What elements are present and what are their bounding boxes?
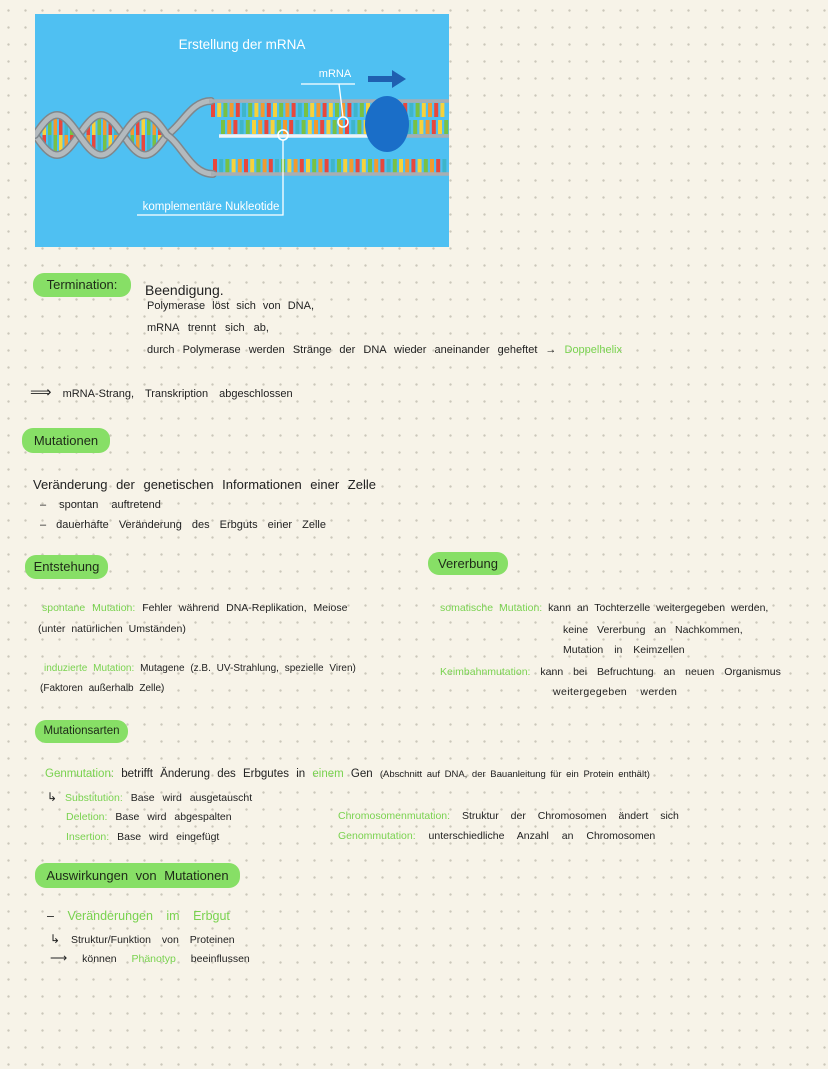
mrna-nucleotide [289, 120, 293, 134]
mrna-nucleotide [233, 120, 237, 134]
rna-polymerase [365, 96, 409, 152]
template-nucleotide [267, 103, 271, 117]
spontan-note: (unter natürlichen Umständen) [38, 623, 186, 635]
template-nucleotide [242, 103, 246, 117]
auswirkungen-line-2-text: Struktur/Funktion von Proteinen [70, 934, 235, 946]
genommutation-label: Genommutation: [338, 830, 416, 842]
mrna-nucleotide [258, 120, 262, 134]
coding-nucleotide [374, 159, 378, 173]
termination-line-1: Polymerase löst sich von DNA, [147, 300, 314, 312]
induziert-line [44, 662, 356, 676]
coding-nucleotide [306, 159, 310, 173]
coding-nucleotide [356, 159, 360, 173]
template-nucleotide [316, 103, 320, 117]
auswirkungen-line-2 [50, 932, 235, 947]
heading-auswirkungen: Auswirkungen von Mutationen [35, 863, 240, 888]
template-nucleotide [211, 103, 215, 117]
genommutation-line [338, 829, 655, 843]
mrna-label: mRNA [318, 68, 352, 80]
mutation-bullet-1: – spontan auftretend [40, 499, 161, 511]
auswirkungen-dash: – [47, 909, 54, 923]
template-nucleotide [279, 103, 283, 117]
somatisch-line-2: keine Vererbung an Nachkommen, [563, 624, 743, 636]
long-arrow-icon: ⟶ [50, 951, 68, 965]
coding-nucleotide [275, 159, 279, 173]
substitution-line [47, 790, 252, 805]
template-nucleotide [434, 103, 438, 117]
termination-line-2: mRNA trennt sich ab, [147, 322, 269, 334]
template-nucleotide [416, 103, 420, 117]
somatisch-line-3: Mutation in Keimzellen [563, 644, 685, 656]
coding-nucleotide [442, 159, 446, 173]
deletion-line [66, 810, 232, 824]
keimbahn-line-2: weitergegeben werden [553, 686, 678, 698]
template-nucleotide [261, 103, 265, 117]
mrna-nucleotide [357, 120, 361, 134]
termination-line-3-text: durch Polymerase werden Stränge der DNA wieder aneinander geheftet → [147, 344, 557, 356]
direction-arrow-icon [368, 70, 406, 88]
mrna-nucleotide [426, 120, 430, 134]
template-nucleotide [440, 103, 444, 117]
mrna-nucleotide [438, 120, 442, 134]
double-arrow-icon: ⟹ [30, 384, 52, 401]
deletion-label: Deletion: [66, 811, 108, 823]
conclusion-text: mRNA-Strang, Transkription abgeschlossen [62, 388, 293, 400]
mutation-bullet-2: – dauerhafte Veränderung des Erbguts einer Zelle [40, 519, 326, 531]
mrna-nucleotide [444, 120, 448, 134]
template-nucleotide [217, 103, 221, 117]
substitution-label: Substitution: [64, 792, 123, 804]
coding-nucleotide [294, 159, 298, 173]
insertion-label: Insertion: [66, 831, 110, 843]
coding-nucleotide [430, 159, 434, 173]
induziert-label: induzierte Mutation: [44, 663, 135, 674]
coding-nucleotide [219, 159, 223, 173]
coding-nucleotide [387, 159, 391, 173]
template-nucleotide [329, 103, 333, 117]
template-nucleotide [409, 103, 413, 117]
chromosomenmutation-label: Chromosomenmutation: [338, 810, 451, 822]
spontan-text: Fehler während DNA-Replikation, Meiose [142, 602, 348, 614]
coding-nucleotide [368, 159, 372, 173]
genmutation-word: Gen [350, 768, 373, 780]
somatisch-text: kann an Tochterzelle weitergegeben werden, [548, 602, 769, 614]
coding-nucleotide [250, 159, 254, 173]
coding-nucleotide [405, 159, 409, 173]
template-nucleotide [323, 103, 327, 117]
template-nucleotide [422, 103, 426, 117]
coding-nucleotide [337, 159, 341, 173]
keimbahn-label: Keimbahnmutation: [440, 666, 531, 678]
deletion-text: Base wird abgespalten [115, 811, 232, 823]
genommutation-text: unterschiedliche Anzahl an Chromosomen [428, 830, 656, 842]
heading-mutationsarten: Mutationsarten [35, 720, 128, 743]
insertion-text: Base wird eingefügt [117, 831, 220, 843]
auswirkungen-sub-arrow-icon: ↳ [50, 932, 61, 946]
coding-nucleotide [362, 159, 366, 173]
termination-line-3 [147, 343, 622, 357]
mrna-nucleotide [413, 120, 417, 134]
template-nucleotide [223, 103, 227, 117]
coding-nucleotide [436, 159, 440, 173]
keimbahn-text: kann bei Befruchtung an neuen Organismus [540, 666, 781, 678]
auswirkungen-line-3-highlight: Phänotyp [131, 953, 176, 965]
coding-nucleotide [269, 159, 273, 173]
coding-nucleotide [238, 159, 242, 173]
coding-nucleotide [256, 159, 260, 173]
helix-base-pairs [43, 115, 162, 155]
coding-nucleotide [424, 159, 428, 173]
mrna-nucleotide [302, 120, 306, 134]
somatisch-label: somatische Mutation: [440, 602, 543, 614]
mrna-nucleotide [320, 120, 324, 134]
coding-nucleotide [349, 159, 353, 173]
coding-nucleotide [380, 159, 384, 173]
mrna-nucleotide [246, 120, 250, 134]
coding-nucleotide [232, 159, 236, 173]
spontan-label: spontane Mutation: [42, 602, 136, 614]
template-nucleotide [292, 103, 296, 117]
template-nucleotide [248, 103, 252, 117]
auswirkungen-line-3-end: beeinflussen [190, 953, 250, 965]
template-nucleotide [354, 103, 358, 117]
mrna-nucleotide [432, 120, 436, 134]
coding-nucleotide [331, 159, 335, 173]
mutation-definition: Veränderung der genetischen Informationen einer Zelle [33, 477, 376, 492]
heading-termination: Termination: [33, 273, 131, 297]
conclusion-line [30, 386, 293, 401]
template-nucleotide [428, 103, 432, 117]
coding-nucleotide [411, 159, 415, 173]
spontan-line [42, 601, 347, 615]
mrna-nucleotide [240, 120, 244, 134]
mrna-nucleotide [419, 120, 423, 134]
chromosomenmutation-text: Struktur der Chromosomen ändert sich [461, 810, 679, 822]
template-nucleotide [298, 103, 302, 117]
mrna-nucleotide [314, 120, 318, 134]
coding-nucleotide [225, 159, 229, 173]
somatisch-line [440, 601, 768, 615]
genmutation-label: Genmutation: [45, 768, 115, 780]
mrna-nucleotide [227, 120, 231, 134]
mrna-nucleotide [333, 120, 337, 134]
nucleotide-bars [211, 103, 448, 173]
mrna-nucleotide [252, 120, 256, 134]
termination-title: Beendigung. [145, 282, 224, 298]
sub-arrow-icon: ↳ [47, 790, 58, 804]
coding-nucleotide [312, 159, 316, 173]
illustration-title: Erstellung der mRNA [178, 37, 306, 52]
substitution-text: Base wird ausgetauscht [130, 792, 253, 804]
mrna-nucleotide [221, 120, 225, 134]
coding-nucleotide [343, 159, 347, 173]
nucleotides-label: komplementäre Nukleotide [142, 201, 280, 213]
template-nucleotide [335, 103, 339, 117]
mrna-nucleotide [308, 120, 312, 134]
coding-nucleotide [300, 159, 304, 173]
heading-mutationen: Mutationen [22, 428, 110, 453]
coding-nucleotide [244, 159, 248, 173]
keimbahn-line [440, 665, 781, 679]
coding-nucleotide [393, 159, 397, 173]
template-nucleotide [304, 103, 308, 117]
auswirkungen-line-1 [47, 908, 230, 924]
genmutation-note: (Abschnitt auf DNA, der Bauanleitung für ein Protein enthält) [379, 769, 650, 780]
mrna-nucleotide [264, 120, 268, 134]
genmutation-text: betrifft Änderung des Erbgutes in [121, 768, 306, 780]
template-nucleotide [273, 103, 277, 117]
induziert-text: Mutagene (z.B. UV-Strahlung, spezielle Viren) [140, 663, 356, 674]
template-nucleotide [310, 103, 314, 117]
template-nucleotide [360, 103, 364, 117]
heading-vererbung: Vererbung [428, 552, 508, 575]
template-nucleotide [285, 103, 289, 117]
coding-nucleotide [287, 159, 291, 173]
mrna-illustration [35, 14, 449, 247]
coding-nucleotide [263, 159, 267, 173]
template-nucleotide [230, 103, 234, 117]
coding-nucleotide [399, 159, 403, 173]
heading-entstehung: Entstehung [25, 555, 108, 579]
mrna-nucleotide [351, 120, 355, 134]
induziert-note: (Faktoren außerhalb Zelle) [40, 683, 165, 694]
genmutation-line [45, 767, 650, 782]
coding-nucleotide [325, 159, 329, 173]
coding-nucleotide [318, 159, 322, 173]
template-nucleotide [254, 103, 258, 117]
mrna-nucleotide [271, 120, 275, 134]
coding-nucleotide [418, 159, 422, 173]
template-nucleotide [347, 103, 351, 117]
template-nucleotide [236, 103, 240, 117]
auswirkungen-line-3-text: können [82, 953, 117, 965]
illustration-canvas [35, 14, 449, 247]
mrna-nucleotide [326, 120, 330, 134]
termination-result: Doppelhelix [564, 344, 622, 356]
chromosomenmutation-line [338, 809, 679, 823]
auswirkungen-line-3 [50, 951, 250, 966]
mrna-nucleotide [295, 120, 299, 134]
insertion-line [66, 830, 219, 844]
genmutation-highlight: einem [312, 768, 344, 780]
auswirkungen-line-1-text: Veränderungen im Erbgut [67, 909, 230, 923]
